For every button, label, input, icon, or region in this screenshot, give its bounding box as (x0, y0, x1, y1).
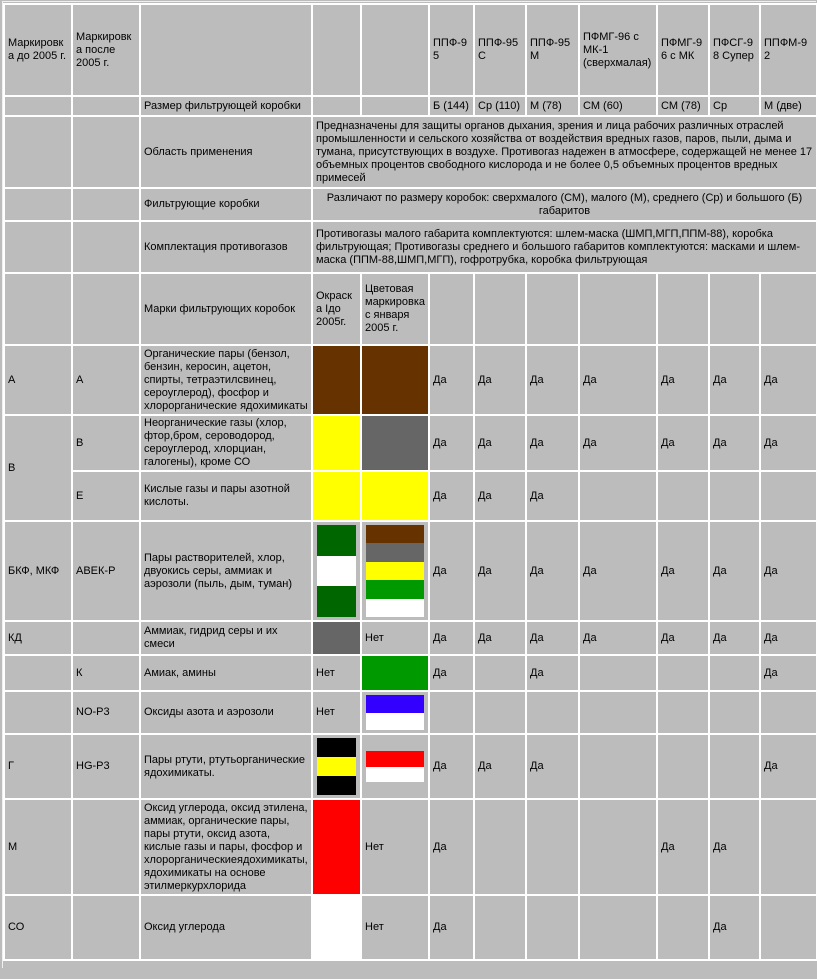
compat-cell: Да (657, 415, 709, 471)
info-label: Область применения (140, 116, 312, 188)
compat-cell: Да (526, 345, 579, 415)
compat-cell: Да (429, 521, 474, 621)
header-model: ППФ-95М (526, 4, 579, 96)
marking-after: А (72, 345, 140, 415)
marking-after: К (72, 655, 140, 691)
marking-before: А (4, 345, 72, 415)
compat-cell (579, 655, 657, 691)
compat-cell: Да (474, 621, 526, 655)
size-value: М (78) (526, 96, 579, 116)
compat-cell: Да (760, 734, 817, 799)
compat-cell: Да (579, 345, 657, 415)
compat-cell (579, 691, 657, 734)
compat-cell (709, 734, 760, 799)
table-row (4, 471, 817, 521)
compat-cell: Да (429, 621, 474, 655)
compat-cell: Да (474, 471, 526, 521)
protection-description: Оксид углерода, оксид этилена, аммиак, органические пары, пары ртути, оксид азота, кислые газы и пары, фосфор и хлорорганическиеядохимикаты, ядохимикаты на основе этилмеркурхлорида (140, 799, 312, 895)
color-stripe (317, 776, 356, 795)
color-after-swatch (361, 655, 429, 691)
compat-cell (657, 895, 709, 960)
protection-description: Оксиды азота и аэрозоли (140, 691, 312, 734)
table-row (4, 691, 817, 734)
compat-cell: Да (526, 415, 579, 471)
color-before (312, 521, 361, 621)
compat-cell: Да (526, 655, 579, 691)
table-row (4, 655, 817, 691)
marking-after: В (72, 415, 140, 471)
compat-cell: Да (526, 734, 579, 799)
compat-cell: Да (709, 895, 760, 960)
size-value: Ср (709, 96, 760, 116)
header-model: ПФМГ-96 с МК-1 (сверхмалая) (579, 4, 657, 96)
compat-cell (429, 691, 474, 734)
marking-before: СО (4, 895, 72, 960)
compat-cell (526, 691, 579, 734)
compat-cell: Да (709, 415, 760, 471)
marking-before (4, 691, 72, 734)
color-stripe (366, 767, 424, 783)
compat-cell (657, 734, 709, 799)
gas-mask-filter-table (3, 3, 817, 961)
color-before-swatch (312, 415, 361, 471)
compat-cell: Да (474, 415, 526, 471)
marking-after (72, 621, 140, 655)
color-before-swatch (312, 895, 361, 960)
compat-cell (657, 691, 709, 734)
color-after-stripes (366, 695, 424, 730)
size-value: СМ (78) (657, 96, 709, 116)
marking-after: Е (72, 471, 140, 521)
color-stripe (366, 562, 424, 580)
info-row-filter-boxes (4, 188, 817, 221)
header-row (4, 4, 817, 96)
info-label: Фильтрующие коробки (140, 188, 312, 221)
protection-description: Оксид углерода (140, 895, 312, 960)
color-stripe (317, 556, 356, 587)
marking-before: БКФ, МКФ (4, 521, 72, 621)
compat-cell: Да (760, 521, 817, 621)
table-row (4, 799, 817, 895)
info-row-application (4, 116, 817, 188)
compat-cell: Да (429, 415, 474, 471)
compat-cell (474, 895, 526, 960)
compat-cell: Да (429, 895, 474, 960)
compat-cell: Да (429, 471, 474, 521)
compat-cell: Да (579, 415, 657, 471)
size-label: Размер фильтрующей коробки (140, 96, 312, 116)
compat-cell (657, 655, 709, 691)
compat-cell: Да (657, 345, 709, 415)
header-empty (140, 4, 312, 96)
brands-label: Марки фильтрующих коробок (140, 273, 312, 345)
marking-before: КД (4, 621, 72, 655)
compat-cell: Да (657, 621, 709, 655)
compat-cell (579, 895, 657, 960)
header-empty (312, 4, 361, 96)
size-value: СМ (60) (579, 96, 657, 116)
brands-header-row (4, 273, 817, 345)
compat-cell (526, 799, 579, 895)
compat-cell: Да (429, 345, 474, 415)
header-model: ППФ-95 (429, 4, 474, 96)
marking-before: В (4, 415, 72, 521)
color-stripe (317, 525, 356, 556)
color-after-swatch (361, 471, 429, 521)
compat-cell (474, 799, 526, 895)
protection-description: Кислые газы и пары азотной кислоты. (140, 471, 312, 521)
table-row (4, 345, 817, 415)
color-after: Нет (361, 621, 429, 655)
marking-before: М (4, 799, 72, 895)
color-stripe (366, 599, 424, 617)
table-row (4, 415, 817, 471)
header-marking-after: Маркировка после 2005 г. (72, 4, 140, 96)
header-color-after: Цветовая маркировка с января 2005 г. (361, 273, 429, 345)
protection-description: Органические пары (бензол, бензин, керосин, ацетон, спирты, тетраэтилсвинец, сероуглерод), фосфор и хлорорганические ядохимикаты (140, 345, 312, 415)
color-after-swatch (361, 345, 429, 415)
color-before-swatch (312, 621, 361, 655)
header-model: ППФ-95С (474, 4, 526, 96)
color-after: Нет (361, 895, 429, 960)
size-value: Б (144) (429, 96, 474, 116)
color-after (361, 521, 429, 621)
table-row (4, 521, 817, 621)
color-stripe (366, 580, 424, 598)
color-before-stripes (317, 738, 356, 795)
color-stripe (366, 751, 424, 767)
compat-cell (579, 799, 657, 895)
info-text: Предназначены для защиты органов дыхания, зрения и лица рабочих различных отраслей промышленности и сельского хозяйства от воздействия вредных газов, паров, пыли, дыма и тумана, присутствующих в воздухе. Противогаз надежен в атмосфере, содержащей не менее 17 объемных процентов свободного кислорода и не более 0,5 объемных процентов вредных примесей (312, 116, 817, 188)
compat-cell (709, 691, 760, 734)
compat-cell: Да (579, 521, 657, 621)
compat-cell (760, 691, 817, 734)
compat-cell (474, 691, 526, 734)
marking-after: NO-P3 (72, 691, 140, 734)
protection-description: Аммиак, гидрид серы и их смеси (140, 621, 312, 655)
color-stripe (317, 738, 356, 757)
info-label: Комплектация противогазов (140, 221, 312, 273)
protection-description: Пары ртути, ртутьорганические ядохимикаты. (140, 734, 312, 799)
color-after-swatch (361, 415, 429, 471)
compat-cell (709, 471, 760, 521)
color-stripe (317, 586, 356, 617)
table-row (4, 621, 817, 655)
color-before-swatch (312, 471, 361, 521)
compat-cell: Да (474, 521, 526, 621)
color-before: Нет (312, 655, 361, 691)
compat-cell: Да (579, 621, 657, 655)
color-stripe (317, 757, 356, 776)
color-before (312, 734, 361, 799)
color-before: Нет (312, 691, 361, 734)
compat-cell: Да (657, 799, 709, 895)
compat-cell: Да (709, 345, 760, 415)
color-stripe (366, 695, 424, 713)
size-value: М (две) (760, 96, 817, 116)
header-model: ПФСГ-98 Супер (709, 4, 760, 96)
color-stripe (366, 525, 424, 543)
compat-cell: Да (709, 799, 760, 895)
header-empty (361, 4, 429, 96)
compat-cell: Да (429, 799, 474, 895)
marking-after (72, 799, 140, 895)
marking-before (4, 655, 72, 691)
compat-cell: Да (760, 655, 817, 691)
compat-cell (760, 799, 817, 895)
compat-cell: Да (760, 415, 817, 471)
marking-after: АВЕК-Р (72, 521, 140, 621)
compat-cell: Да (429, 734, 474, 799)
marking-after (72, 895, 140, 960)
color-after: Нет (361, 799, 429, 895)
compat-cell: Да (474, 345, 526, 415)
color-after-stripes (366, 751, 424, 782)
header-model: ПФМГ-96 с МК (657, 4, 709, 96)
compat-cell (760, 895, 817, 960)
protection-description: Неорганические газы (хлор, фтор,бром, сероводород, сероуглерод, хлорциан, галогены), кроме СО (140, 415, 312, 471)
color-before-stripes (317, 525, 356, 617)
marking-after: HG-P3 (72, 734, 140, 799)
color-stripe (366, 543, 424, 561)
header-color-before: Окраска Iдо 2005г. (312, 273, 361, 345)
compat-cell: Да (526, 471, 579, 521)
compat-cell (526, 895, 579, 960)
protection-description: Пары растворителей, хлор, двуокись серы, аммиак и аэрозоли (пыль, дым, туман) (140, 521, 312, 621)
marking-before: Г (4, 734, 72, 799)
header-marking-before: Маркировка до 2005 г. (4, 4, 72, 96)
compat-cell: Да (526, 521, 579, 621)
compat-cell (709, 655, 760, 691)
compat-cell: Да (526, 621, 579, 655)
color-after-stripes (366, 525, 424, 617)
color-before-swatch (312, 345, 361, 415)
compat-cell: Да (709, 521, 760, 621)
color-after (361, 734, 429, 799)
header-model: ППФМ-92 (760, 4, 817, 96)
compat-cell (474, 655, 526, 691)
compat-cell: Да (474, 734, 526, 799)
color-before-swatch (312, 799, 361, 895)
compat-cell (760, 471, 817, 521)
table-row (4, 734, 817, 799)
compat-cell: Да (429, 655, 474, 691)
compat-cell: Да (760, 345, 817, 415)
compat-cell: Да (760, 621, 817, 655)
compat-cell (579, 471, 657, 521)
compat-cell: Да (657, 521, 709, 621)
compat-cell (657, 471, 709, 521)
compat-cell: Да (709, 621, 760, 655)
compat-cell (579, 734, 657, 799)
size-value: Ср (110) (474, 96, 526, 116)
info-text: Противогазы малого габарита комплектуются: шлем-маска (ШМП,МГП,ППМ-88), коробка фильтрующая; Противогазы среднего и большого габаритов комплектуются: масками и шлем-маска (ППМ-88,ШМП,МГП), гофротрубка, коробка фильтрующая (312, 221, 817, 273)
color-stripe (366, 713, 424, 731)
size-row (4, 96, 817, 116)
protection-description: Амиак, амины (140, 655, 312, 691)
color-after (361, 691, 429, 734)
info-text: Различают по размеру коробок: сверхмалого (СМ), малого (М), среднего (Ср) и большого (Б) габаритов (312, 188, 817, 221)
info-row-kit (4, 221, 817, 273)
table-row (4, 895, 817, 960)
